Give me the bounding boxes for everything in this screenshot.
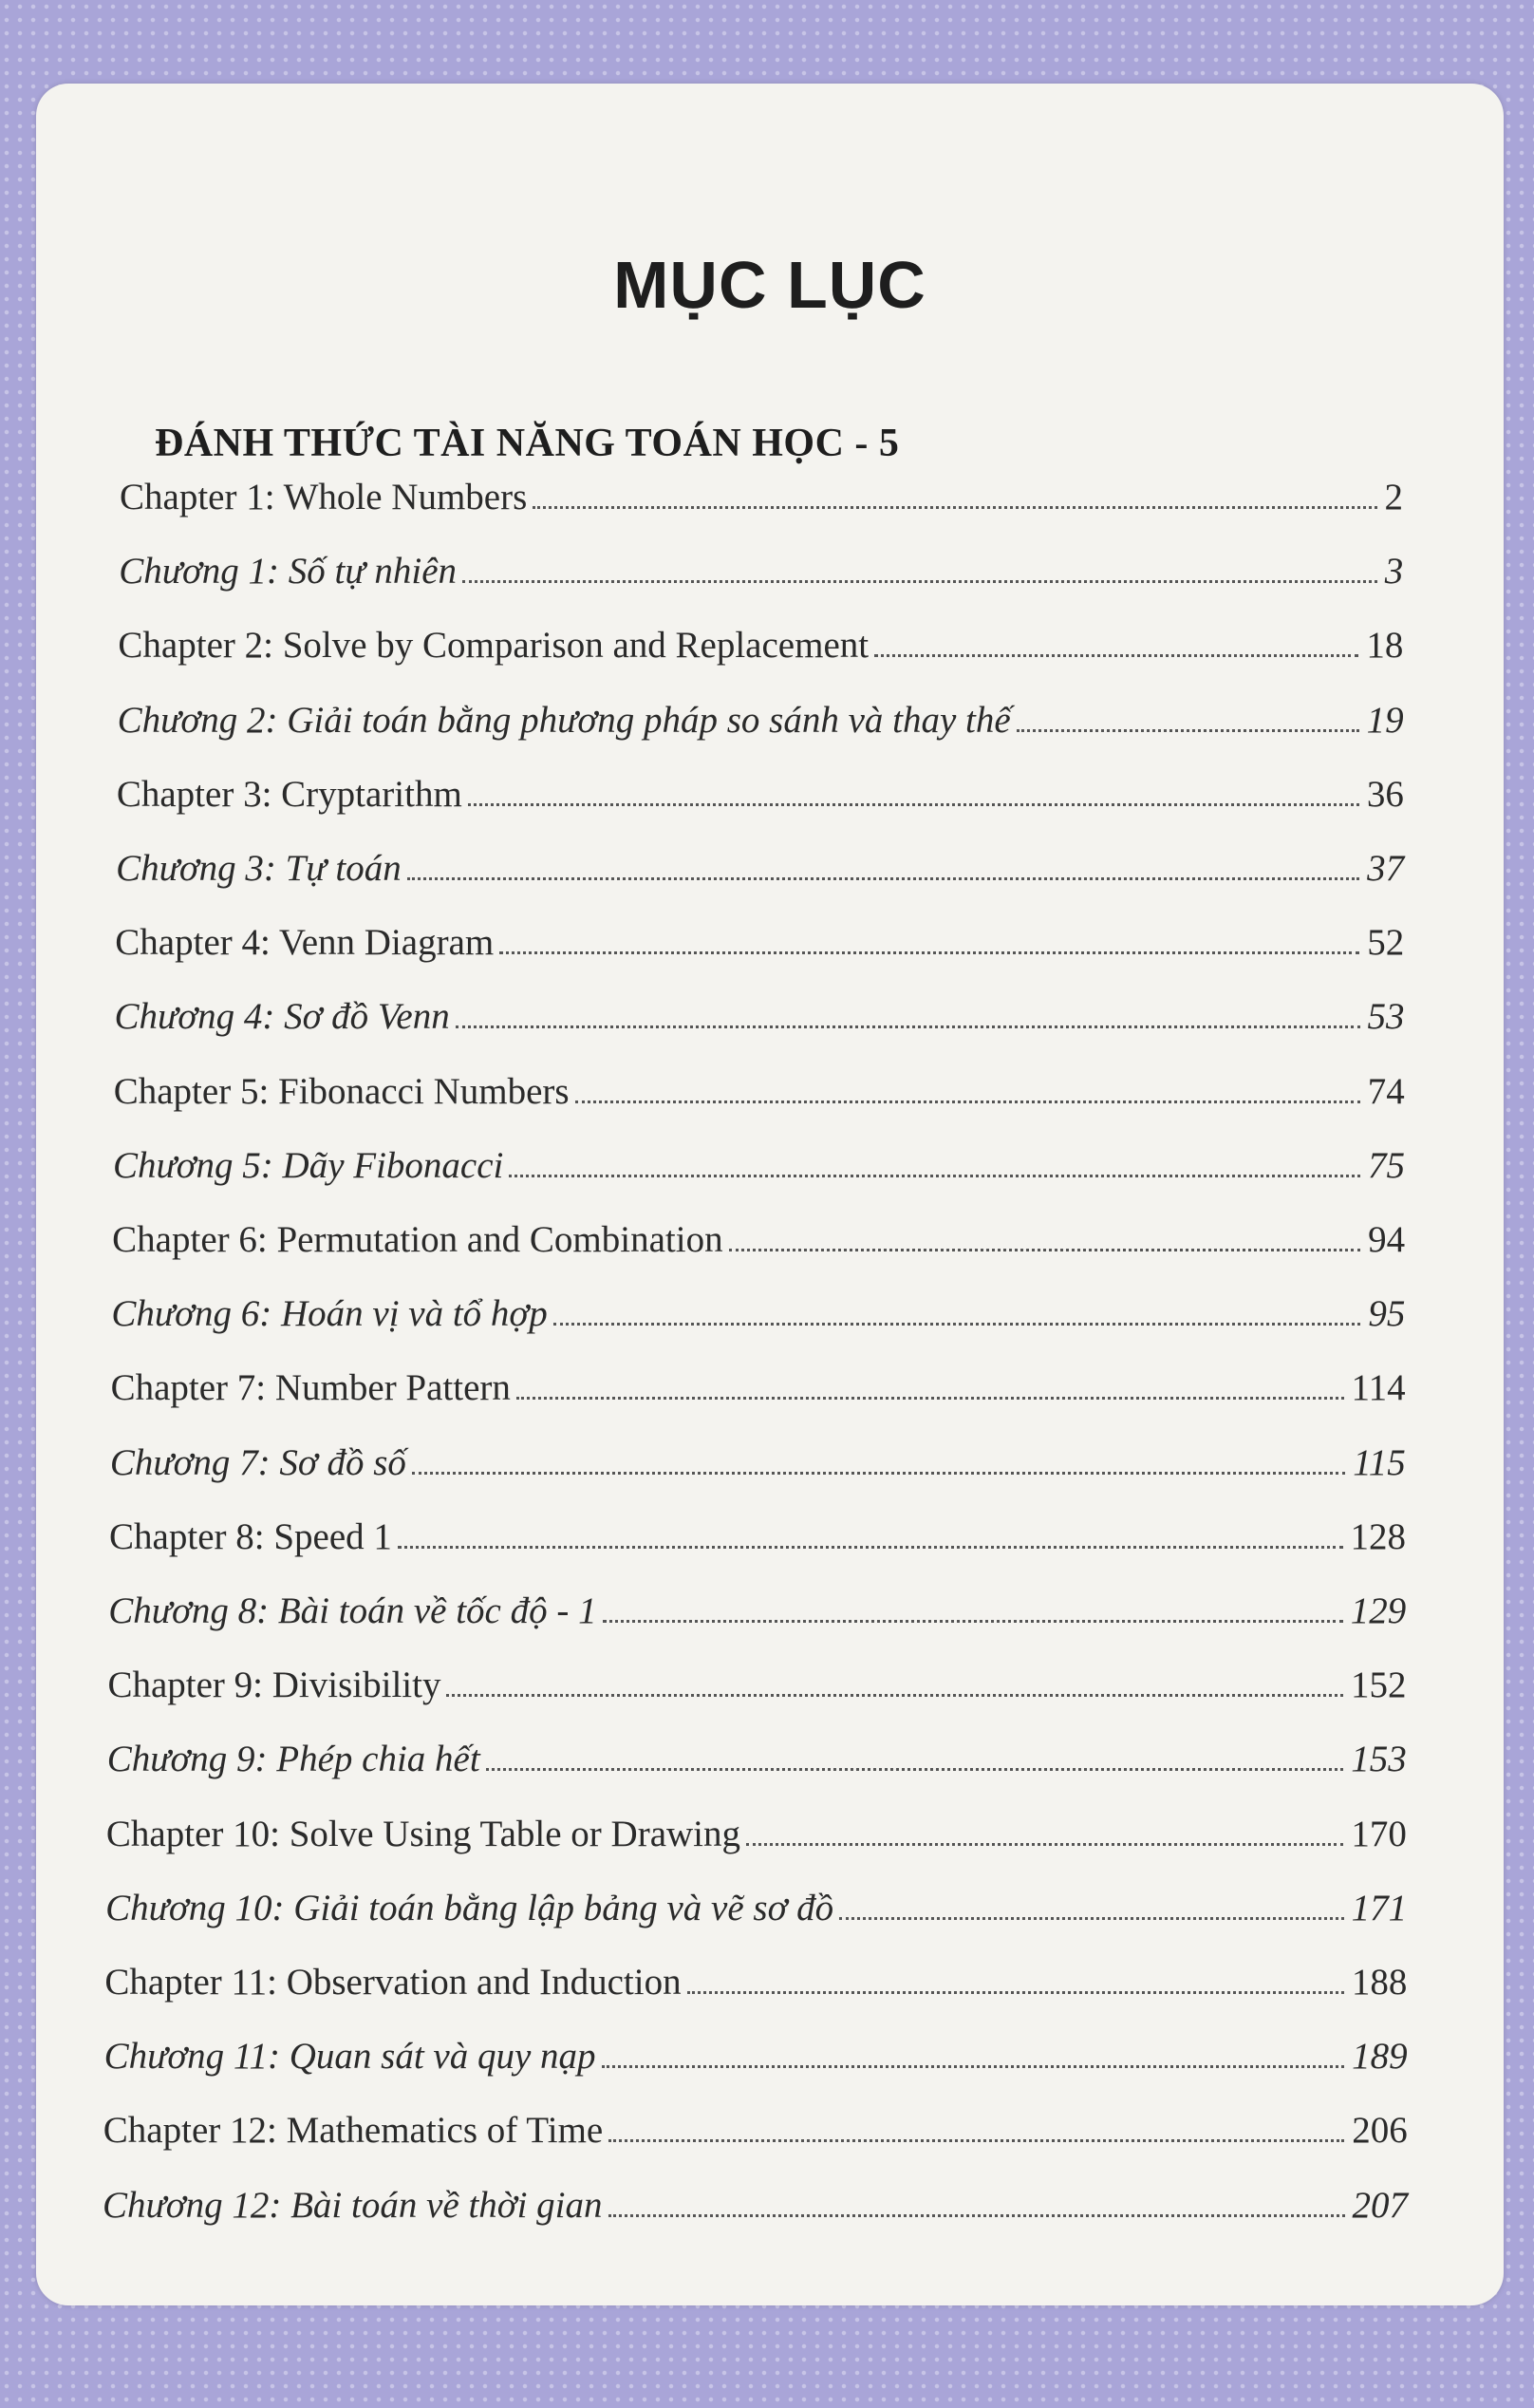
dot-leader (462, 580, 1377, 583)
toc-entry (104, 1950, 1407, 2007)
toc-entry (118, 613, 1403, 670)
dot-leader (603, 1620, 1343, 1623)
toc-entry-title: Chapter 6: Permutation and Combination (112, 1219, 723, 1260)
toc-entry (114, 1060, 1405, 1117)
toc-entry-page: 129 (1350, 1590, 1407, 1631)
toc-entry (120, 465, 1403, 522)
toc-entry-page: 36 (1366, 773, 1404, 815)
toc-entry (103, 2098, 1408, 2155)
toc-entry (104, 2024, 1408, 2081)
dot-leader (553, 1323, 1361, 1326)
toc-entry-page: 207 (1352, 2184, 1408, 2226)
dot-leader (468, 803, 1359, 806)
toc-entry-page: 171 (1351, 1887, 1408, 1928)
toc-entry-page: 94 (1368, 1219, 1406, 1260)
toc-entry-page: 95 (1368, 1293, 1406, 1335)
book-page (36, 84, 1504, 2305)
section-title: ĐÁNH THỨC TÀI NĂNG TOÁN HỌC - 5 (155, 422, 900, 465)
toc-entry-title: Chapter 10: Solve Using Table or Drawing (105, 1813, 741, 1854)
toc-entry-page: 152 (1350, 1665, 1407, 1706)
dot-leader (608, 2214, 1345, 2217)
toc-entry-title: Chapter 4: Venn Diagram (115, 922, 495, 964)
toc-entry-title: Chapter 9: Divisibility (107, 1665, 441, 1706)
toc-entry-page: 153 (1351, 1739, 1407, 1780)
toc-entry-title: Chapter 7: Number Pattern (110, 1367, 511, 1409)
dot-leader (407, 877, 1359, 880)
dot-leader (746, 1843, 1343, 1846)
toc-entry-page: 18 (1366, 625, 1404, 667)
toc-entry-title: Chương 8: Bài toán về tốc độ - 1 (108, 1590, 597, 1631)
toc-entry-title: Chương 5: Dãy Fibonacci (112, 1144, 504, 1186)
toc-entry-title: Chương 4: Sơ đồ Venn (114, 996, 450, 1038)
toc-entry-page: 19 (1366, 699, 1404, 741)
toc-entry-page: 75 (1367, 1144, 1405, 1186)
toc-entry (111, 1356, 1406, 1413)
toc-entry-page: 170 (1351, 1813, 1407, 1854)
toc-entry (116, 837, 1404, 894)
dot-leader (602, 2065, 1345, 2068)
page-title: MỤC LỤC (613, 248, 926, 322)
toc-entry (118, 688, 1404, 745)
toc-entry-page: 3 (1384, 551, 1404, 593)
toc-entry (103, 2173, 1408, 2230)
toc-entry (115, 911, 1404, 968)
toc-entry-title: Chương 7: Sơ đồ số (109, 1441, 406, 1483)
toc-entry-title: Chapter 5: Fibonacci Numbers (113, 1070, 570, 1112)
toc-entry-title: Chương 9: Phép chia hết (106, 1739, 480, 1780)
toc-entry-page: 52 (1367, 922, 1405, 964)
toc-entry-title: Chương 1: Số tự nhiên (119, 551, 458, 593)
dot-leader (874, 654, 1358, 657)
dot-leader (1017, 729, 1359, 732)
dot-leader (575, 1101, 1360, 1103)
dot-leader (729, 1249, 1361, 1251)
toc-entry-page: 206 (1352, 2110, 1408, 2152)
toc-entry (110, 1431, 1406, 1488)
toc-entry-page: 128 (1350, 1515, 1407, 1557)
toc-entry-page: 2 (1384, 477, 1403, 517)
dot-leader (446, 1694, 1343, 1697)
toc-entry-page: 74 (1367, 1070, 1405, 1112)
toc-entry-title: Chương 12: Bài toán về thời gian (103, 2184, 603, 2226)
toc-entry-page: 115 (1353, 1441, 1406, 1483)
toc-entry (117, 762, 1404, 819)
toc-entry (119, 539, 1403, 596)
toc-entry (111, 1282, 1405, 1339)
toc-entry-title: Chương 11: Quan sát và quy nạp (103, 2036, 596, 2078)
toc-entry-page: 189 (1352, 2036, 1408, 2078)
toc-entry (105, 1876, 1407, 1933)
dot-leader (486, 1768, 1343, 1771)
toc-entry (107, 1653, 1406, 1710)
toc-entry-page: 53 (1367, 996, 1405, 1038)
dot-leader (533, 506, 1376, 509)
toc-entry-title: Chapter 12: Mathematics of Time (103, 2110, 604, 2152)
dot-leader (608, 2139, 1344, 2142)
toc-entry-title: Chương 10: Giải toán bằng lập bảng và vẽ sơ đồ (105, 1887, 834, 1928)
dot-leader (499, 951, 1359, 954)
toc-entry-title: Chapter 1: Whole Numbers (120, 477, 528, 517)
toc-entry-title: Chương 6: Hoán vị và tổ hợp (111, 1293, 548, 1335)
dot-leader (687, 1991, 1344, 1994)
dot-leader (509, 1175, 1360, 1177)
toc-entry-title: Chapter 8: Speed 1 (109, 1515, 392, 1557)
toc-entry-title: Chương 2: Giải toán bằng phương pháp so sánh và thay thế (117, 699, 1011, 741)
toc-entry (115, 985, 1405, 1042)
dot-leader (456, 1025, 1360, 1028)
toc-entry-title: Chapter 11: Observation and Induction (104, 1962, 682, 2003)
dot-leader (839, 1917, 1343, 1920)
toc-entry (108, 1579, 1406, 1636)
toc-entry (109, 1505, 1406, 1562)
table-of-contents (36, 84, 1504, 2305)
toc-entry-page: 114 (1351, 1367, 1406, 1409)
toc-entry-page: 37 (1367, 848, 1405, 889)
toc-entry-title: Chương 3: Tự toán (116, 848, 402, 889)
toc-entry (112, 1208, 1405, 1265)
dot-leader (398, 1546, 1343, 1549)
toc-entry-page: 188 (1351, 1962, 1408, 2003)
toc-entry (107, 1727, 1407, 1784)
toc-entry (106, 1802, 1407, 1859)
toc-entry (113, 1134, 1405, 1191)
toc-entry-title: Chapter 3: Cryptarithm (116, 773, 462, 815)
dot-leader (516, 1397, 1344, 1400)
toc-entry-title: Chapter 2: Solve by Comparison and Replacement (118, 625, 870, 667)
dot-leader (412, 1472, 1345, 1475)
